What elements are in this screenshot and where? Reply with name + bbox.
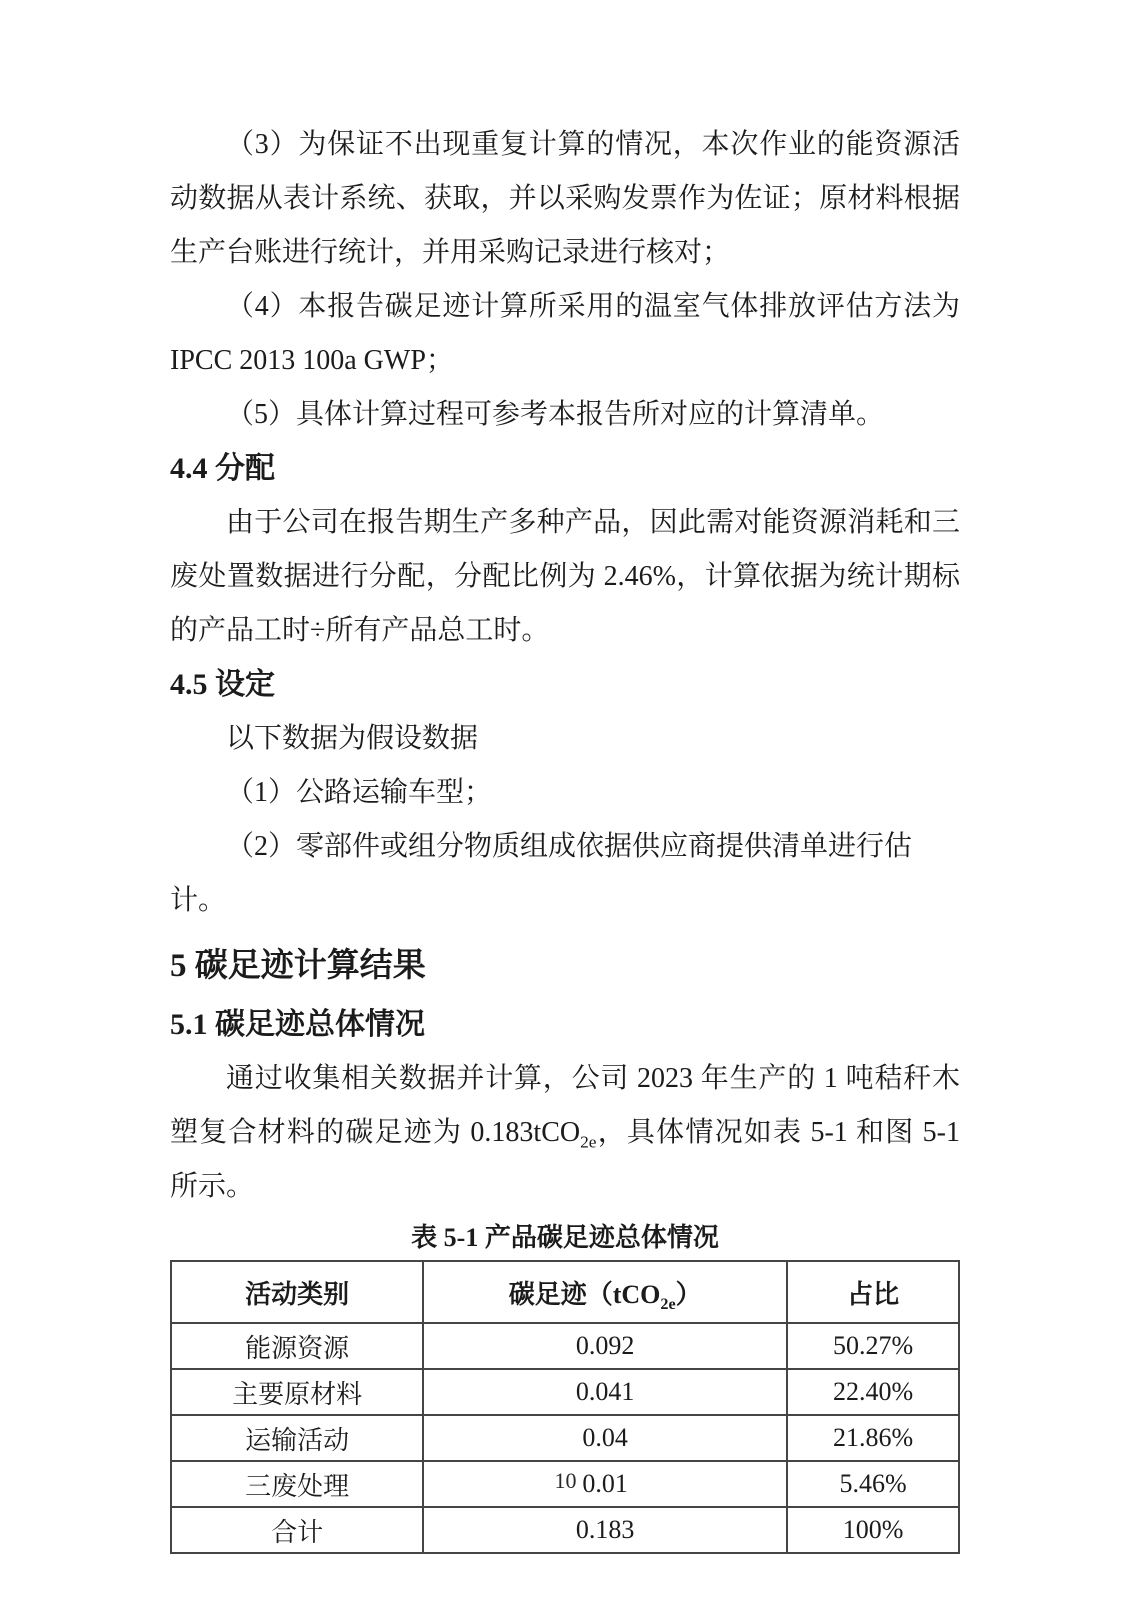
table-header-share: 占比 xyxy=(787,1261,959,1323)
table-header-category: 活动类别 xyxy=(171,1261,423,1323)
cell-category: 合计 xyxy=(171,1507,423,1553)
page-content xyxy=(170,118,960,1554)
section-heading-4-4: 4.4 分配 xyxy=(170,452,275,485)
cell-category: 三废处理 xyxy=(171,1461,423,1507)
table-header-footprint xyxy=(423,1261,787,1323)
cell-share: 100% xyxy=(787,1507,959,1553)
carbon-footprint-table xyxy=(170,1260,960,1554)
paragraph-assumption-item-1: （1）公路运输车型； xyxy=(226,777,493,808)
cell-footprint: 0.04 xyxy=(423,1415,787,1461)
cell-share: 22.40% xyxy=(787,1369,959,1415)
paragraph-overall-result xyxy=(170,1052,960,1214)
paragraph-overall-result-post: ，具体情况如表 5-1 和图 5-1 所示。 xyxy=(170,1117,960,1202)
cell-category: 主要原材料 xyxy=(171,1369,423,1415)
page-number: 10 xyxy=(554,1468,577,1493)
paragraph-note-5: （5）具体计算过程可参考本报告所对应的计算清单。 xyxy=(226,399,885,430)
cell-footprint: 0.183 xyxy=(423,1507,787,1553)
paragraph-overall-result-pre: 通过收集相关数据并计算，公司 2023 年生产的 1 吨秸秆木塑复合材料的碳足迹为 0.183tCO xyxy=(170,1063,960,1148)
cell-category: 能源资源 xyxy=(171,1323,423,1369)
cell-share: 5.46% xyxy=(787,1461,959,1507)
section-heading-4-5: 4.5 设定 xyxy=(170,668,275,701)
chapter-heading-5: 5 碳足迹计算结果 xyxy=(170,948,426,984)
paragraph-assumption-intro: 以下数据为假设数据 xyxy=(226,723,479,754)
paragraph-allocation: 由于公司在报告期生产多种产品，因此需对能资源消耗和三废处置数据进行分配，分配比例为 2.46%，计算依据为统计期标的产品工时÷所有产品总工时。 xyxy=(170,507,960,646)
paragraph-note-3: （3）为保证不出现重复计算的情况，本次作业的能资源活动数据从表计系统、获取，并以采购发票作为佐证；原材料根据生产台账进行统计，并用采购记录进行核对； xyxy=(170,129,960,268)
table-header-footprint-post: ） xyxy=(675,1279,702,1309)
cell-footprint: 0.092 xyxy=(423,1323,787,1369)
table-header-footprint-pre: 碳足迹（tCO xyxy=(508,1279,661,1309)
table-row xyxy=(171,1369,959,1415)
cell-share: 50.27% xyxy=(787,1323,959,1369)
table-header-row xyxy=(171,1261,959,1323)
paragraph-assumption-item-2: （2）零部件或组分物质组成依据供应商提供清单进行估计。 xyxy=(170,831,913,916)
cell-footprint: 0.01 xyxy=(423,1461,787,1507)
table-5-1-title: 表 5-1 产品碳足迹总体情况 xyxy=(411,1223,719,1252)
section-heading-5-1: 5.1 碳足迹总体情况 xyxy=(170,1008,425,1041)
table-row xyxy=(171,1415,959,1461)
cell-footprint: 0.041 xyxy=(423,1369,787,1415)
paragraph-note-4: （4）本报告碳足迹计算所采用的温室气体排放评估方法为 IPCC 2013 100a GWP； xyxy=(170,291,960,376)
co2e-subscript: 2e xyxy=(580,1132,597,1152)
cell-category: 运输活动 xyxy=(171,1415,423,1461)
table-row xyxy=(171,1507,959,1553)
table-header-co2e-subscript: 2e xyxy=(660,1295,676,1313)
table-row xyxy=(171,1323,959,1369)
cell-share: 21.86% xyxy=(787,1415,959,1461)
